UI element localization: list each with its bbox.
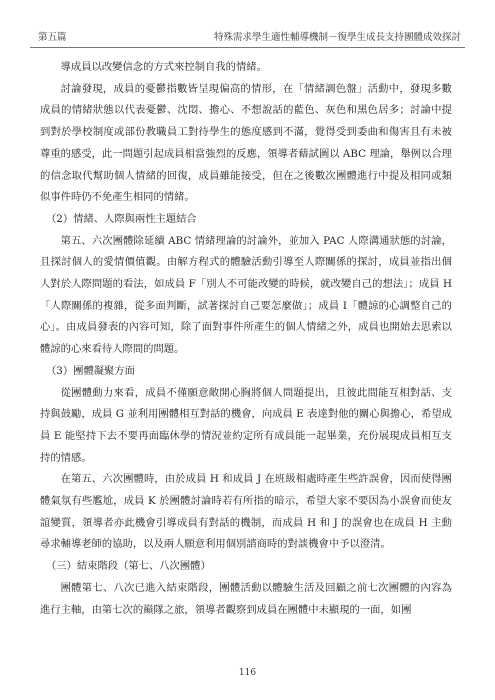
page-number: 116 [238, 668, 257, 678]
paragraph: 從團體動力來看，成員不僅願意敞開心胸將個人問題提出，且彼此間能互相對話、支持與鼓勵，成員 G 並利用團體相互對話的機會，向成員 E 表達對他的關心與擔心，希望成員 E 能堅持下去不要再面臨休學的情況並約定所有成員能一起畢業，充份展現成員相互支持的情感。 [40, 386, 452, 464]
paragraph: 討論發現，成員的憂鬱指數皆呈現偏高的情形，在「情緒調色盤」活動中，發現多數成員的情緒狀態以代表憂鬱、沈悶、擔心、不想說話的藍色、灰色和黑色居多；討論中提到對於學校制度或部份教職員工對待學生的態度感到不滿，覺得受到委曲和傷害且有未被尊重的感受，此一問題引起成員相當強烈的反應，領導者藉試圖以 ABC 理論，舉例以合理的信念取代幫助個人情緒的回復，成員雖能接受，但在之後數次團體進行中提及相同或類似事件時仍不免產生相同的情緒。 [40, 82, 452, 204]
section-heading: （三）結束階段（第七、八次團體） [46, 560, 211, 573]
running-header [30, 30, 465, 46]
body-text [40, 57, 452, 621]
chapter-label: 第五篇 [38, 32, 67, 43]
paragraph: 第五、六次團體除延續 ABC 情緒理論的討論外，並加入 PAC 人際溝通狀態的討論，且探討個人的愛情價值觀。由解方程式的體驗活動引導至人際關係的探討，成員並指出個人對於人際問題的看法，如成員 F「別人不可能改變的時候，就改變自己的想法」；成員 H「人際關係的複雜，從多面判斷，試著探討自己要怎麼做」；成員 I「體諒的心調整自己的心」。由成員發表的內容可知，除了面對事件所產生的個人情緒之外，成員也開始去思索以體諒的心來看待人際間的問題。 [40, 234, 452, 356]
paragraph: 在第五、六次團體時，由於成員 H 和成員 J 在班級相處時產生些許誤會，因而使得團體氣氛有些尷尬，成員 K 於團體討論時若有所指的暗示，希望大家不要因為小誤會而使友誼變質，領導者亦此機會引導成員有對話的機制，而成員 H 和 J 的誤會也在成員 H 主動尋求輔導老師的協助，以及兩人願意利用個別諮商時的對談機會中予以澄清。 [40, 473, 452, 551]
header-rule [30, 47, 465, 48]
section-heading: （3）團體凝聚方面 [46, 364, 135, 377]
chapter-title: 特殊需求學生適性輔導機制－復學生成長支持團體成效探討 [213, 32, 461, 43]
section-heading: （2）情緒、人際與兩性主題結合 [46, 212, 197, 225]
paragraph: 導成員以改變信念的方式來控制自我的情緒。 [60, 61, 267, 73]
paragraph: 團體第七、八次已進入結束階段，團體活動以體驗生活及回顧之前七次團體的內容為進行主軸，由第七次的巔隊之旅，領導者觀察到成員在團體中未顯現的一面，如團 [40, 581, 452, 616]
